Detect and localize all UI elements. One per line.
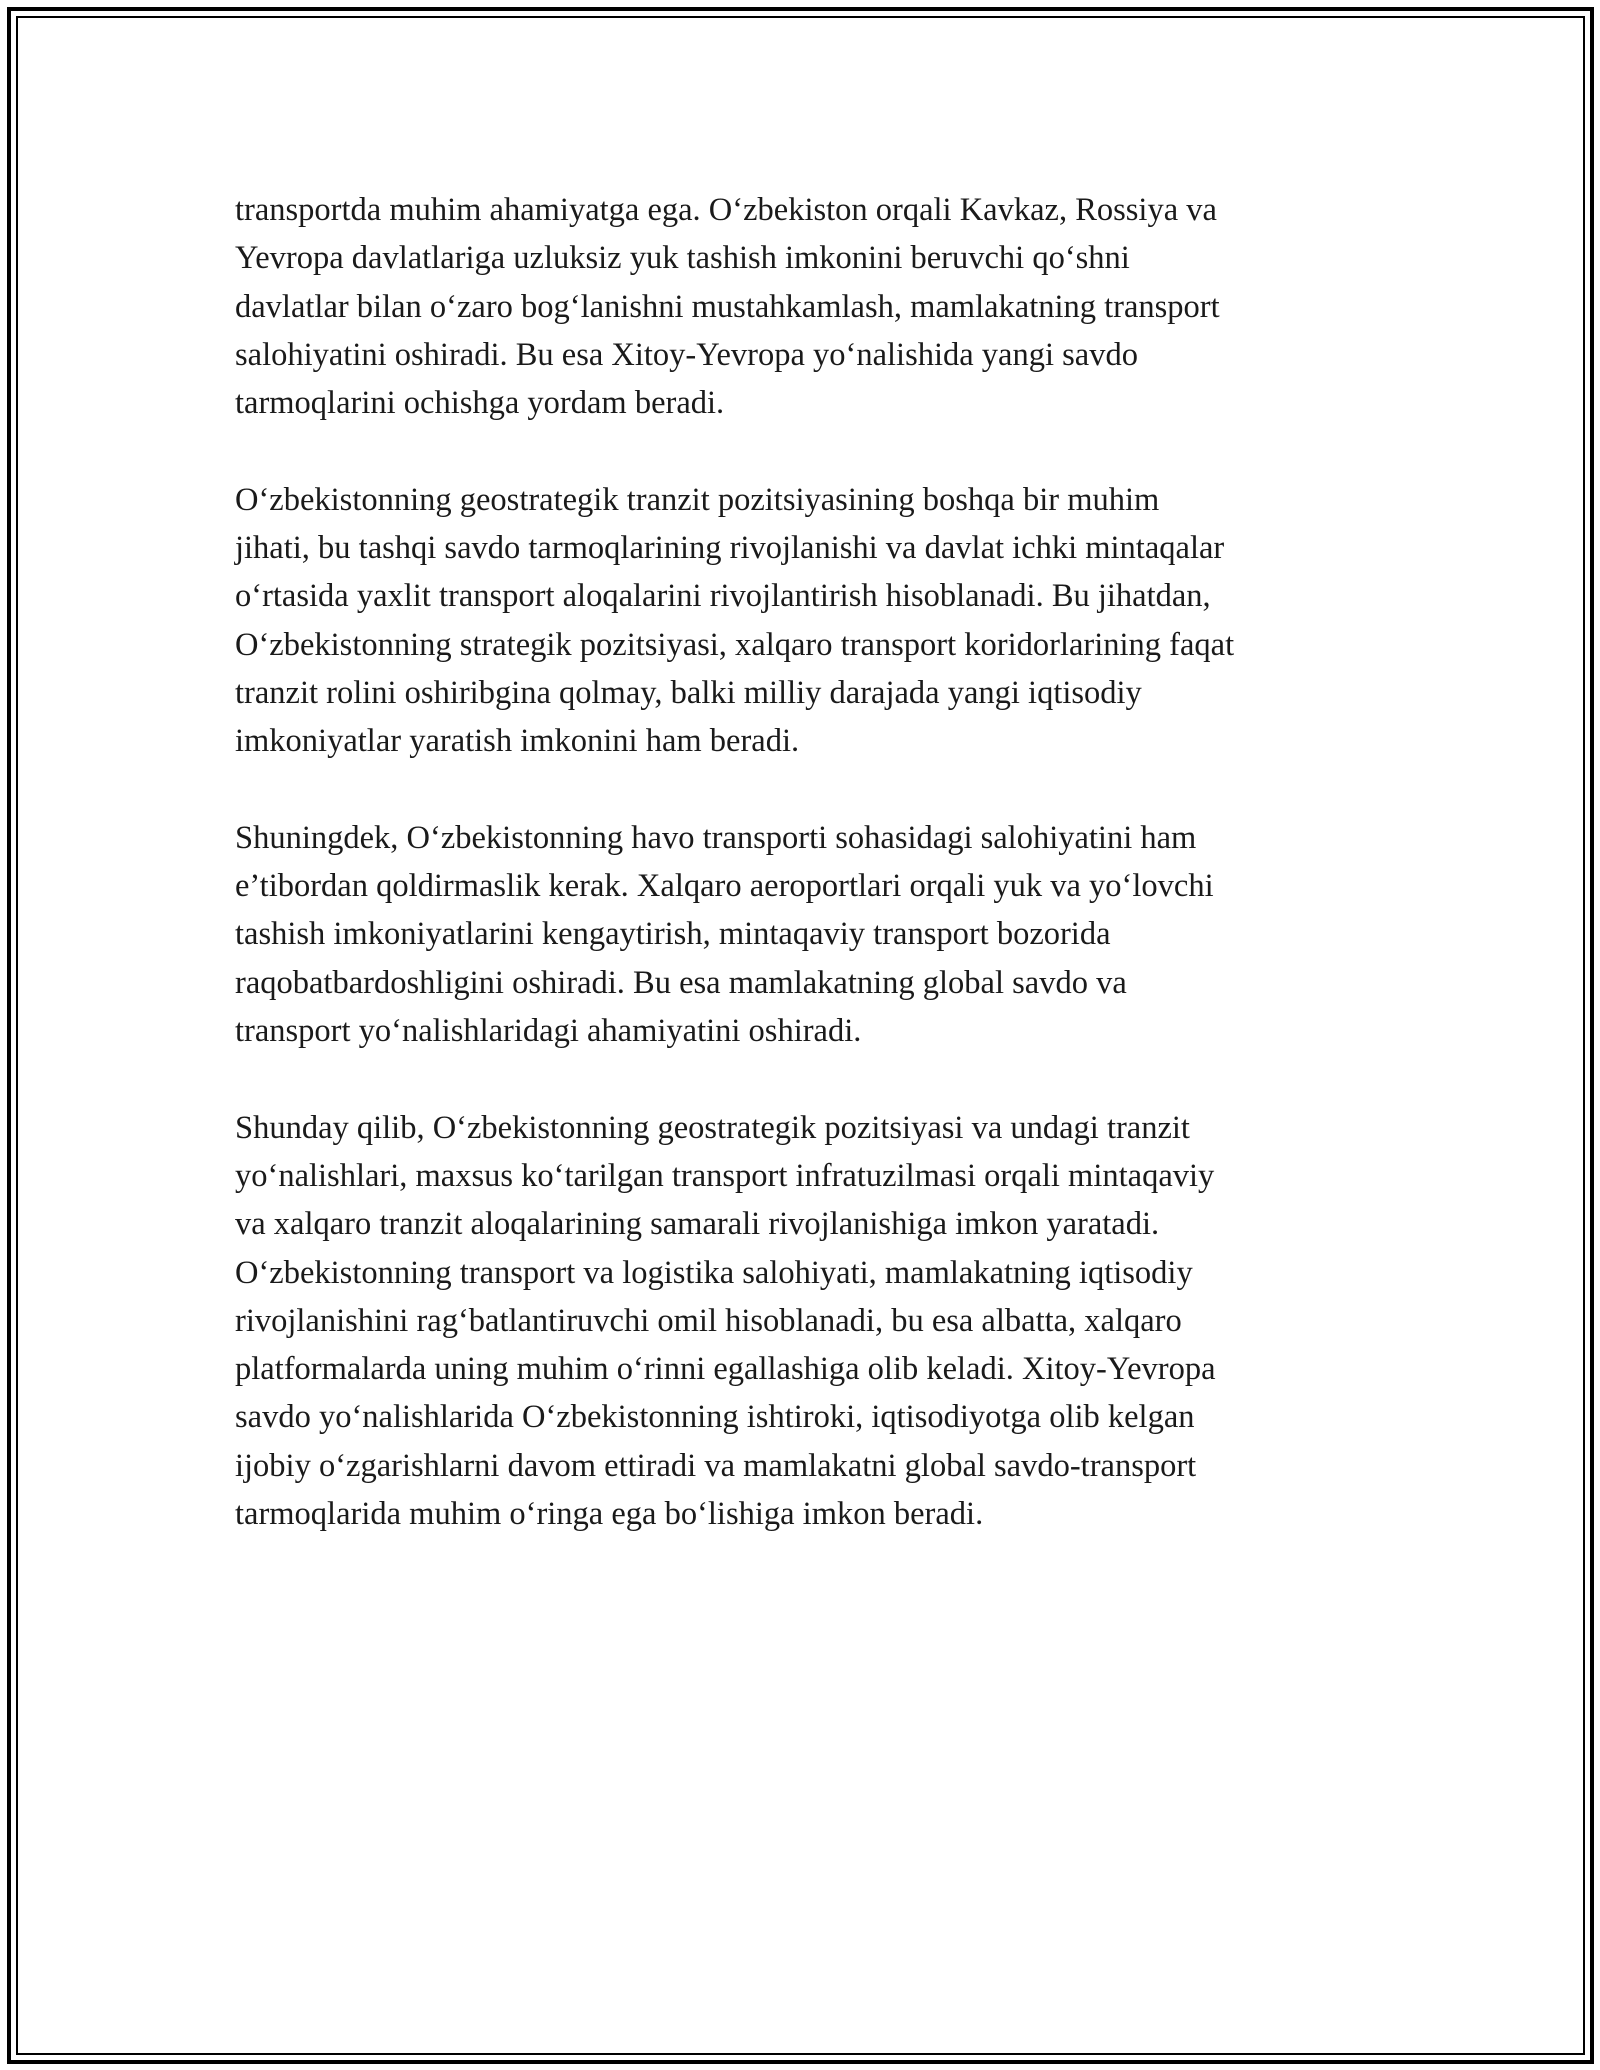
paragraph-1 bbox=[235, 186, 1375, 427]
text-line: savdo yo‘nalishlarida O‘zbekistonning ishtiroki, iqtisodiyotga olib kelgan bbox=[235, 1399, 1195, 1436]
text-line: davlatlar bilan o‘zaro bog‘lanishni mustahkamlash, mamlakatning transport bbox=[235, 288, 1220, 325]
text-line: tarmoqlarida muhim o‘ringa ega bo‘lishiga imkon beradi. bbox=[235, 1496, 984, 1533]
text-line: salohiyatini oshiradi. Bu esa Xitoy-Yevropa yo‘nalishida yangi savdo bbox=[235, 336, 1138, 373]
paragraph-4 bbox=[235, 1104, 1375, 1539]
text-line: tranzit rolini oshiribgina qolmay, balki milliy darajada yangi iqtisodiy bbox=[235, 674, 1142, 711]
paragraph-2 bbox=[235, 476, 1375, 766]
text-line: jihati, bu tashqi savdo tarmoqlarining rivojlanishi va davlat ichki mintaqalar bbox=[235, 530, 1225, 567]
text-line: O‘zbekistonning strategik pozitsiyasi, xalqaro transport koridorlarining faqat bbox=[235, 626, 1235, 663]
text-line: tashish imkoniyatlarini kengaytirish, mintaqaviy transport bozorida bbox=[235, 916, 1111, 953]
text-line: platformalarda uning muhim o‘rinni egallashiga olib keladi. Xitoy-Yevropa bbox=[235, 1351, 1216, 1388]
text-line: transportda muhim ahamiyatga ega. O‘zbekiston orqali Kavkaz, Rossiya va bbox=[235, 192, 1217, 228]
text-line: O‘zbekistonning transport va logistika salohiyati, mamlakatning iqtisodiy bbox=[235, 1254, 1193, 1291]
text-line: raqobatbardoshligini oshiradi. Bu esa mamlakatning global savdo va bbox=[235, 964, 1127, 1001]
text-line: ijobiy o‘zgarishlarni davom ettiradi va mamlakatni global savdo-transport bbox=[235, 1447, 1197, 1484]
text-line: tarmoqlarini ochishga yordam beradi. bbox=[235, 385, 725, 422]
text-line: yo‘nalishlari, maxsus ko‘tarilgan transport infratuzilmasi orqali mintaqaviy bbox=[235, 1157, 1215, 1194]
text-line: Yevropa davlatlariga uzluksiz yuk tashish imkonini beruvchi qo‘shni bbox=[235, 240, 1130, 277]
text-line: e’tibordan qoldirmaslik kerak. Xalqaro aeroportlari orqali yuk va yo‘lovchi bbox=[235, 868, 1214, 905]
document-body bbox=[235, 186, 1375, 1587]
text-line: transport yo‘nalishlaridagi ahamiyatini oshiradi. bbox=[235, 1013, 862, 1050]
paragraph-3 bbox=[235, 814, 1375, 1055]
text-line: Shunday qilib, O‘zbekistonning geostrategik pozitsiyasi va undagi tranzit bbox=[235, 1109, 1190, 1146]
text-line: va xalqaro tranzit aloqalarining samarali rivojlanishiga imkon yaratadi. bbox=[235, 1206, 1160, 1243]
text-line: Shuningdek, O‘zbekistonning havo transporti sohasidagi salohiyatini ham bbox=[235, 819, 1197, 856]
text-line: o‘rtasida yaxlit transport aloqalarini rivojlantirish hisoblanadi. Bu jihatdan, bbox=[235, 578, 1211, 615]
text-line: imkoniyatlar yaratish imkonini ham beradi. bbox=[235, 723, 800, 760]
text-line: rivojlanishini rag‘batlantiruvchi omil hisoblanadi, bu esa albatta, xalqaro bbox=[235, 1302, 1182, 1339]
text-line: O‘zbekistonning geostrategik tranzit pozitsiyasining boshqa bir muhim bbox=[235, 481, 1160, 518]
